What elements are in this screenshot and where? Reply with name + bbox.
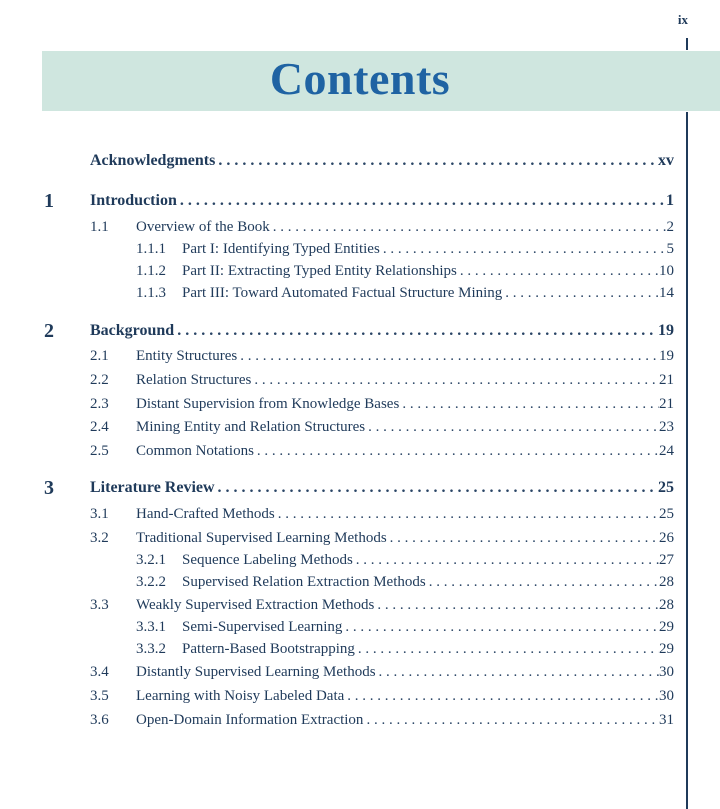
margin-rule-top (686, 38, 688, 50)
toc-entry-title: Open-Domain Information Extraction (136, 712, 364, 728)
toc-entry-page: 26 (659, 530, 674, 546)
section-number: 2.3 (90, 396, 109, 412)
toc-entry-title: Hand-Crafted Methods (136, 506, 275, 522)
toc-entry[interactable] (182, 641, 674, 658)
dot-leader (270, 219, 667, 236)
dot-leader (174, 322, 658, 340)
toc-entry-page: 29 (659, 641, 674, 657)
section-number: 3.6 (90, 712, 109, 728)
toc-entry-page: 29 (659, 619, 674, 635)
toc-entry-page: 25 (658, 479, 674, 496)
section-number: 2.2 (90, 372, 109, 388)
toc-entry-title: Pattern-Based Bootstrapping (182, 641, 355, 657)
toc-entry-page: xv (658, 152, 674, 169)
dot-leader (380, 241, 667, 258)
toc-entry-title: Weakly Supervised Extraction Methods (136, 597, 375, 613)
toc-entry-page: 1 (666, 192, 674, 209)
subsection-number: 1.1.3 (136, 285, 166, 301)
toc-entry-title: Relation Structures (136, 372, 252, 388)
toc-entry-title: Part II: Extracting Typed Entity Relationships (182, 263, 457, 279)
toc-entry-page: 23 (659, 419, 674, 435)
subsection-number: 3.3.2 (136, 641, 166, 657)
dot-leader (254, 443, 659, 460)
toc-entry-page: 28 (659, 597, 674, 613)
subsection-number: 3.2.1 (136, 552, 166, 568)
dot-leader (376, 664, 659, 681)
toc-entry-page: 21 (659, 372, 674, 388)
toc-entry-page: 24 (659, 443, 674, 459)
toc-entry-title: Traditional Supervised Learning Methods (136, 530, 387, 546)
toc-entry-page: 30 (659, 664, 674, 680)
toc-entry[interactable] (90, 479, 674, 497)
chapter-number: 3 (44, 477, 54, 499)
section-number: 3.5 (90, 688, 109, 704)
dot-leader (502, 285, 659, 302)
section-number: 3.2 (90, 530, 109, 546)
toc-entry-title: Semi-Supervised Learning (182, 619, 343, 635)
toc-entry-title: Background (90, 322, 175, 339)
subsection-number: 1.1.2 (136, 263, 166, 279)
toc-entry-page: 14 (659, 285, 674, 301)
toc-entry-page: 27 (659, 552, 674, 568)
dot-leader (426, 574, 659, 591)
toc-entry-title: Distant Supervision from Knowledge Bases (136, 396, 400, 412)
section-number: 2.4 (90, 419, 109, 435)
section-number: 2.1 (90, 348, 109, 364)
toc-entry[interactable] (90, 192, 674, 210)
toc-entry-title: Supervised Relation Extraction Methods (182, 574, 426, 590)
toc-entry-title: Literature Review (90, 479, 215, 496)
chapter-number: 1 (44, 190, 54, 212)
toc-entry[interactable] (136, 664, 674, 681)
toc-entry[interactable] (182, 619, 674, 636)
dot-leader (275, 506, 659, 523)
dot-leader (342, 619, 659, 636)
toc-entry[interactable] (182, 285, 674, 302)
chapter-number: 2 (44, 320, 54, 342)
toc-entry-title: Mining Entity and Relation Structures (136, 419, 366, 435)
subsection-number: 3.2.2 (136, 574, 166, 590)
dot-leader (251, 372, 659, 389)
dot-leader (237, 348, 659, 365)
toc-entry[interactable] (136, 443, 674, 460)
toc-entry-page: 30 (659, 688, 674, 704)
toc-entry[interactable] (136, 396, 674, 413)
toc-entry-title: Introduction (90, 192, 177, 209)
toc-entry[interactable] (136, 372, 674, 389)
dot-leader (355, 641, 659, 658)
toc-entry-page: 2 (666, 219, 674, 235)
margin-rule (686, 112, 688, 809)
dot-leader (344, 688, 659, 705)
toc-entry[interactable] (182, 263, 674, 280)
toc-entry-title: Sequence Labeling Methods (182, 552, 353, 568)
toc-entry-page: 10 (659, 263, 674, 279)
toc-entry-title: Part I: Identifying Typed Entities (182, 241, 380, 257)
toc-entry-title: Common Notations (136, 443, 254, 459)
toc-entry[interactable] (136, 530, 674, 547)
toc-entry[interactable] (182, 241, 674, 258)
toc-entry[interactable] (182, 574, 674, 591)
dot-leader (374, 597, 659, 614)
dot-leader (365, 419, 659, 436)
section-number: 2.5 (90, 443, 109, 459)
toc-entry-page: 25 (659, 506, 674, 522)
dot-leader (399, 396, 659, 413)
dot-leader (353, 552, 659, 569)
toc-entry-title: Overview of the Book (136, 219, 270, 235)
section-number: 3.3 (90, 597, 109, 613)
page-number: ix (677, 12, 688, 27)
toc-entry-page: 19 (659, 348, 674, 364)
dot-leader (363, 712, 659, 729)
section-number: 3.1 (90, 506, 109, 522)
toc-entry-title: Entity Structures (136, 348, 238, 364)
toc-entry[interactable] (90, 152, 674, 170)
subsection-number: 3.3.1 (136, 619, 166, 635)
toc-entry[interactable] (136, 688, 674, 705)
toc-entry[interactable] (136, 419, 674, 436)
toc-entry-title: Distantly Supervised Learning Methods (136, 664, 376, 680)
toc-entry[interactable] (136, 506, 674, 523)
toc-entry[interactable] (136, 597, 674, 614)
toc-entry-page: 28 (659, 574, 674, 590)
toc-entry[interactable] (182, 552, 674, 569)
dot-leader (387, 530, 659, 547)
subsection-number: 1.1.1 (136, 241, 166, 257)
section-number: 1.1 (90, 219, 109, 235)
dot-leader (215, 479, 658, 497)
toc-entry[interactable] (136, 712, 674, 729)
dot-leader (457, 263, 659, 280)
toc-entry-title: Acknowledgments (90, 152, 216, 169)
toc-entry-page: 21 (659, 396, 674, 412)
toc-entry[interactable] (136, 348, 674, 365)
toc-entry-title: Part III: Toward Automated Factual Structure Mining (182, 285, 503, 301)
page-title: Contents (269, 53, 451, 104)
toc-entry[interactable] (136, 219, 674, 236)
toc-entry-page: 19 (658, 322, 674, 339)
toc-entry-page: 31 (659, 712, 674, 728)
toc-entry-title: Learning with Noisy Labeled Data (136, 688, 345, 704)
toc-entry-page: 5 (666, 241, 674, 257)
dot-leader (177, 192, 666, 210)
dot-leader (215, 152, 658, 170)
toc-entry[interactable] (90, 322, 674, 340)
section-number: 3.4 (90, 664, 109, 680)
